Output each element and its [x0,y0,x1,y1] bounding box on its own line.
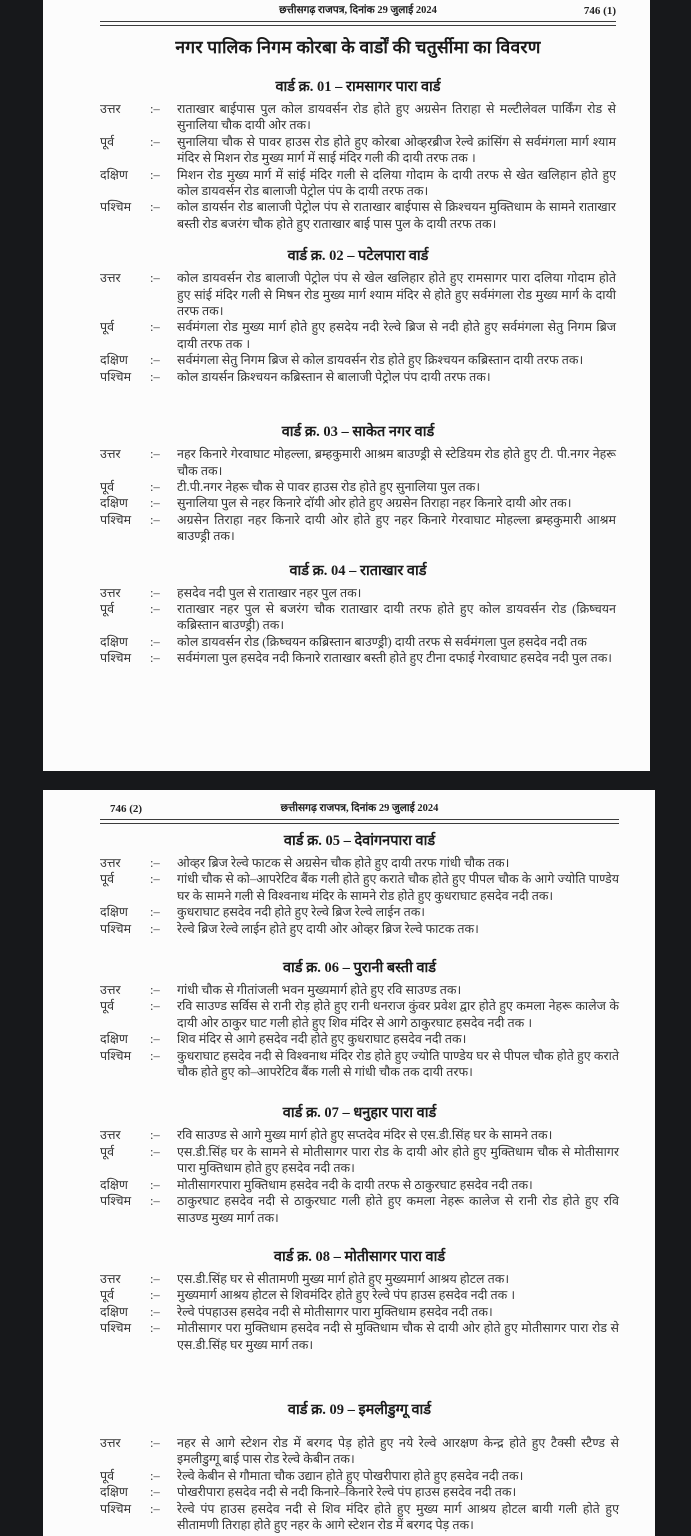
boundary-separator: :– [150,1304,160,1319]
boundary-direction-label: पश्चिम [100,921,132,936]
ward-title: वार्ड क्र. 09 – इमलीडुग्गू वार्ड [287,1401,432,1418]
boundary-separator: :– [150,983,160,998]
boundary-description: गांधी चौक से को–आपरेटिव बैंक गली होते हुए कराते चौक होते हुए पीपल चौक के आगे ज्योति पाण्डेय घर के सामने गली से विश्वनाथ मंदिर के सामने रोड होते हुए कुधराघाट हसदेव नदी तक। [177,872,619,903]
boundary-separator: :– [150,1128,160,1143]
ward-title: वार्ड क्र. 06 – पुरानी बस्ती वार्ड [282,960,437,977]
ward-title: वार्ड क्र. 04 – राताखार वार्ड [289,562,427,579]
boundary-row [100,352,616,368]
boundary-description: सर्वमंगला सेतु निगम ब्रिज से कोल डायवर्सन रोड होते हुए क्रिश्चयन कब्रिस्तान दायी तरफ तक। [177,353,584,368]
boundary-direction-label: उत्तर [100,1271,121,1286]
boundary-direction-label: दक्षिण [100,496,128,511]
boundary-description: सर्वमंगला पुल हसदेव नदी किनारे राताखार बस्ती होते हुए टीना दफाई गेरवाघाट हसदेव नदी पुल तक। [177,651,613,666]
boundary-description: मोतीसागरपारा मुक्तिधाम हसदेव नदी के दायी तरफ से ठाकुरघाट हसदेव नदी तक। [177,1177,533,1192]
gazette-page-2 [43,790,655,1536]
boundary-direction-label: उत्तर [100,1128,121,1143]
boundary-row [100,1031,619,1047]
boundary-direction-label: पश्चिम [100,1501,132,1516]
boundary-description: रेल्वे ब्रिज रेल्वे लाईन होते हुए दायी ओर ओव्हर ब्रिज रेल्वे फाटक तक। [177,921,479,936]
boundary-direction-label: पश्चिम [100,369,132,384]
boundary-separator: :– [150,1501,160,1516]
boundary-row [100,1484,619,1500]
boundary-separator: :– [150,1288,160,1303]
boundary-separator: :– [150,496,160,511]
boundary-separator: :– [150,634,160,649]
boundary-row [100,650,616,666]
boundary-description: अग्रसेन तिराहा नहर किनारे दायी ओर होते हुए नहर किनारे गेरवाघाट मोहल्ला ब्रम्हकुमारी आश्रम बाउण्ड्री तक। [177,512,616,544]
boundary-description: रेल्वे पंप हाउस हसदेव नदी से शिव मंदिर होते हुए मुख्य मार्ग आश्रय होटल बायी गली होते हुए सीतामणी तिराहा होते हुए नहर के आगे स्टेशन रोड में बरगद पेड़ तक। [177,1501,619,1532]
boundary-direction-label: उत्तर [100,271,121,286]
boundary-description: मोतीसागर परा मुक्तिधाम हसदेव नदी से मुक्तिधाम चौक से दायी ओर होते हुए मोतीसागर पारा रोड से एस.डी.सिंह घर मुख्य मार्ग तक। [177,1321,619,1352]
boundary-description: कुधराघाट हसदेव नदी से विश्वनाथ मंदिर रोड होते हुए ज्योति पाण्डेय घर से पीपल चौक होते हुए कराते चौक होते हुए को–आपरेटिव बैंक गली से गांधी चौक तक दायी तरफ। [177,1048,619,1080]
boundary-separator: :– [150,447,160,462]
boundary-separator: :– [150,1321,160,1336]
boundary-direction-label: दक्षिण [100,1032,128,1047]
boundary-direction-label: दक्षिण [100,1304,128,1319]
boundary-row [100,319,616,352]
boundary-row [100,446,616,479]
ward-section [100,245,616,385]
boundary-row [100,1320,619,1353]
boundary-row [100,512,616,545]
boundary-separator: :– [150,1194,160,1209]
boundary-description: रवि साउण्ड से आगे मुख्य मार्ग होते हुए सप्तदेव मंदिर से एस.डी.सिंह घर के सामने तक। [177,1128,553,1143]
boundary-description: कुधराघाट हसदेव नदी होते हुए रेल्वे ब्रिज रेल्वे लाईन तक। [177,905,426,920]
boundary-direction-label: पूर्व [100,479,115,494]
boundary-description: शिव मंदिर से आगे हसदेव नदी होते हुए कुधराघाट हसदेव नदी तक। [177,1032,467,1047]
boundary-separator: :– [150,512,160,527]
boundary-row [100,1304,619,1320]
boundary-description: मिशन रोड मुख्य मार्ग में सांई मंदिर गली से दलिया गोदाम के दायी तरफ से खेत खलिहान होते हुए कोल डायवर्सन रोड बालाजी पेट्रोल पंप के दायी तरफ तक। [177,167,616,199]
boundary-description: टी.पी.नगर नेहरू चौक से पावर हाउस रोड होते हुए सुनालिया पुल तक। [177,479,481,494]
boundary-direction-label: पश्चिम [100,651,132,666]
boundary-description: सुनालिया चौक से पावर हाउस रोड होते हुए कोरबा ओव्हरब्रीज रेल्वे क्रांसिंग से सर्वमंगला मार्ग श्याम मंदिर से मिशन रोड मुख्य मार्ग में साई मंदिर गली की दायी तरफ तक । [177,134,616,166]
ward-title: वार्ड क्र. 01 – रामसागर पारा वार्ड [275,79,441,95]
ward-section [100,560,616,667]
boundary-description: रेल्वे पंपहाउस हसदेव नदी से मोतीसागर पारा मुक्तिधाम हसदेव नदी तक। [177,1304,493,1319]
boundary-row [100,1144,619,1177]
boundary-separator: :– [150,200,160,215]
boundary-direction-label: उत्तर [100,447,121,462]
boundary-separator: :– [150,1485,160,1500]
boundary-description: कोल डायर्सन क्रिश्चयन कब्रिस्तान से बालाजी पेट्रोल पंप दायी तरफ तक। [177,369,491,384]
boundary-description: एस.डी.सिंह घर से सीतामणी मुख्य मार्ग होते हुए मुख्यमार्ग आश्रय होटल तक। [177,1271,510,1286]
boundary-row [100,369,616,385]
boundary-row [100,998,619,1031]
boundary-separator: :– [150,1032,160,1047]
boundary-row [100,495,616,511]
boundary-separator: :– [150,1271,160,1286]
boundary-separator: :– [150,102,160,116]
boundary-row [100,1501,619,1534]
boundary-separator: :– [150,585,160,600]
boundary-separator: :– [150,856,160,870]
gazette-page-1 [43,0,650,771]
boundary-direction-label: उत्तर [100,856,121,870]
ward-section [100,1399,619,1533]
boundary-row [100,1048,619,1081]
boundary-row [100,1177,619,1193]
ward-title: वार्ड क्र. 07 – धनुहार पारा वार्ड [282,1105,437,1122]
boundary-separator: :– [150,320,160,335]
boundary-description: रवि साउण्ड सर्विस से रानी रोड़ होते हुए रानी धनराज कुंवर प्रवेश द्वार होते हुए कमला नेहरू कालेज के दायी ओर ठाकुर घाट गली होते हुए शिव मंदिर से आगे ठाकुरघाट हसदेव नदी तक । [177,999,619,1030]
boundary-description: एस.डी.सिंह घर के सामने से मोतीसागर पारा रोड के दायी ओर होते हुए मुक्तिधाम चौक से मोतीसागर पारा मुक्तिधाम होते हुए हसदेव नदी तक। [177,1144,619,1176]
boundary-separator: :– [150,1468,160,1483]
boundary-row [100,601,616,634]
boundary-row [100,1287,619,1303]
boundary-row [100,982,619,998]
ward-section [100,957,619,1080]
ward-section [100,421,616,544]
ward-section [100,76,616,232]
boundary-direction-label: पूर्व [100,999,115,1014]
boundary-description: नहर किनारे गेरवाघाट मोहल्ला, ब्रम्हकुमारी आश्रम बाउण्ड्री से स्टेडियम रोड होते हुए टी. पी.नगर नेहरू चौक तक। [177,447,616,478]
ward-title: वार्ड क्र. 08 – मोतीसागर पारा वार्ड [273,1248,446,1265]
boundary-separator: :– [150,905,160,920]
boundary-row [100,1271,619,1287]
boundary-separator: :– [150,167,160,182]
boundary-direction-label: उत्तर [100,1435,121,1450]
boundary-row [100,1193,619,1226]
boundary-row [100,479,616,495]
boundary-row [100,585,616,601]
boundary-description: हसदेव नदी पुल से राताखार नहर पुल तक। [177,585,362,600]
boundary-separator: :– [150,1177,160,1192]
boundary-row [100,871,619,904]
header-divider [100,819,619,824]
ward-list-page-1 [100,76,616,667]
ward-section [100,1102,619,1225]
boundary-direction-label: दक्षिण [100,1177,128,1192]
boundary-row [100,199,616,232]
boundary-direction-label: पश्चिम [100,1321,132,1336]
boundary-direction-label: उत्तर [100,585,121,600]
boundary-description: राताखार नहर पुल से बजरंग चौक राताखार दायी तरफ होते हुए कोल डायवर्सन रोड (क्रिष्चयन कब्रिस्तान बाउण्ड्री) तक। [177,601,616,633]
boundary-separator: :– [150,921,160,936]
page-number: 746 (2) [110,803,143,815]
boundary-direction-label: पूर्व [100,1468,115,1483]
boundary-direction-label: पूर्व [100,134,115,149]
ward-title: वार्ड क्र. 02 – पटेलपारा वार्ड [287,248,429,265]
boundary-direction-label: पूर्व [100,1144,115,1159]
boundary-separator: :– [150,479,160,494]
ward-list-page-2 [100,830,619,1533]
boundary-direction-label: दक्षिण [100,634,128,649]
boundary-description: मुख्यमार्ग आश्रय होटल से शिवमंदिर होते हुए रेल्वे पंप हाउस हसदेव नदी तक । [177,1288,516,1303]
boundary-separator: :– [150,134,160,149]
boundary-description: नहर से आगे स्टेशन रोड में बरगद पेड़ होते हुए नये रेल्वे आरक्षण केन्द्र होते हुए टैक्सी स्टैण्ड से इमलीडुग्गू बाई पास रोड रेल्वे केबीन तक। [177,1435,619,1467]
document-title: नगर पालिक निगम कोरबा के वार्डों की चतुर्सीमा का विवरण [175,37,541,57]
boundary-direction-label: पश्चिम [100,200,132,215]
boundary-direction-label: दक्षिण [100,1485,128,1500]
boundary-separator: :– [150,601,160,616]
boundary-row [100,270,616,319]
ward-section [100,830,619,937]
boundary-row [100,904,619,920]
ward-title: वार्ड क्र. 03 – साकेत नगर वार्ड [281,424,435,441]
boundary-description: कोल डायवर्सन रोड बालाजी पेट्रोल पंप से खेल खलिहार होते हुए रामसागर पारा दलिया गोदाम होते हुए सांई मंदिर गली से मिषन रोड मुख्य मार्ग श्याम मंदिर से होते हुए सर्वमंगला रोड मुख्य मार्ग के दायी तरफ तक। [177,271,616,319]
boundary-description: गांधी चौक से गीतांजली भवन मुख्यमार्ग होते हुए रवि साउण्ड तक। [177,983,462,998]
boundary-direction-label: पूर्व [100,601,115,616]
ward-title: वार्ड क्र. 05 – देवांगनपारा वार्ड [283,833,436,849]
boundary-description: पोखरीपारा हसदेव नदी से नदी किनारे–किनारे रेल्वे पंप हाउस हसदेव नदी तक। [177,1485,517,1500]
ward-section [100,1246,619,1353]
boundary-row [100,167,616,200]
boundary-description: सुनालिया पुल से नहर किनारे दॉयी ओर होते हुए अग्रसेन तिराहा नहर किनारे दायी ओर तक। [177,496,572,511]
boundary-row [100,134,616,167]
boundary-direction-label: दक्षिण [100,167,128,182]
boundary-direction-label: पूर्व [100,872,115,887]
boundary-direction-label: पश्चिम [100,1194,132,1209]
boundary-direction-label: पूर्व [100,1288,115,1303]
gazette-masthead: छत्तीसगढ़ राजपत्र, दिनांक 29 जुलाई 2024 [279,5,437,16]
boundary-direction-label: पश्चिम [100,512,132,527]
header-divider [100,21,616,26]
page-number: 746 (1) [583,5,616,17]
boundary-description: ओव्हर ब्रिज रेल्वे फाटक से अग्रसेन चौक होते हुए दायी तरफ गांधी चौक तक। [177,856,510,870]
gazette-masthead: छत्तीसगढ़ राजपत्र, दिनांक 29 जुलाई 2024 [280,803,439,814]
boundary-row [100,101,616,134]
boundary-row [100,855,619,871]
boundary-direction-label: पूर्व [100,320,115,335]
boundary-description: सर्वमंगला रोड मुख्य मार्ग होते हुए हसदेय नदी रेल्वे ब्रिज से नदी होते हुए सर्वमंगला सेतु निगम ब्रिज दायी तरफ तक । [177,320,616,351]
boundary-separator: :– [150,872,160,887]
boundary-direction-label: उत्तर [100,983,121,998]
boundary-row [100,921,619,937]
boundary-description: राताखार बाईपास पुल कोल डायवर्सन रोड होते हुए अग्रसेन तिराहा से मल्टीलेवल पार्किंग रोड से सुनालिया चौक दायी ओर तक। [177,102,616,133]
boundary-description: ठाकुरघाट हसदेव नदी से ठाकुरघाट गली होते हुए कमला नेहरू कालेज से रानी रोड होते हुए रवि साउण्ड मुख्य मार्ग तक। [177,1194,619,1225]
boundary-row [100,634,616,650]
page-1-header [100,4,616,18]
boundary-direction-label: पश्चिम [100,1048,132,1063]
boundary-separator: :– [150,369,160,384]
boundary-direction-label: दक्षिण [100,353,128,368]
boundary-description: रेल्वे केबीन से गौमाता चौक उद्यान होते हुए पोखरीपारा होते हुए हसदेव नदी तक। [177,1468,524,1483]
boundary-direction-label: दक्षिण [100,905,128,920]
boundary-separator: :– [150,999,160,1014]
boundary-separator: :– [150,271,160,286]
boundary-row [100,1468,619,1484]
boundary-direction-label: उत्तर [100,102,121,116]
boundary-description: कोल डायर्सन रोड बालाजी पेट्रोल पंप से राताखार बाईपास से क्रिश्चयन मुक्तिधाम के सामने राताखार बस्ती रोड बजरंग चौक होते हुए राताखार बाई पास पुल के दायी तरफ तक। [177,200,616,231]
boundary-description: कोल डायवर्सन रोड (क्रिष्चयन कब्रिस्तान बाउण्ड्री) दायी तरफ से सर्वमंगला पुल हसदेव नदी तक [177,634,587,649]
boundary-separator: :– [150,353,160,368]
boundary-row [100,1435,619,1468]
boundary-separator: :– [150,1144,160,1159]
boundary-separator: :– [150,1435,160,1450]
boundary-row [100,1127,619,1143]
page-2-header [100,802,619,816]
boundary-separator: :– [150,651,160,666]
boundary-separator: :– [150,1048,160,1063]
